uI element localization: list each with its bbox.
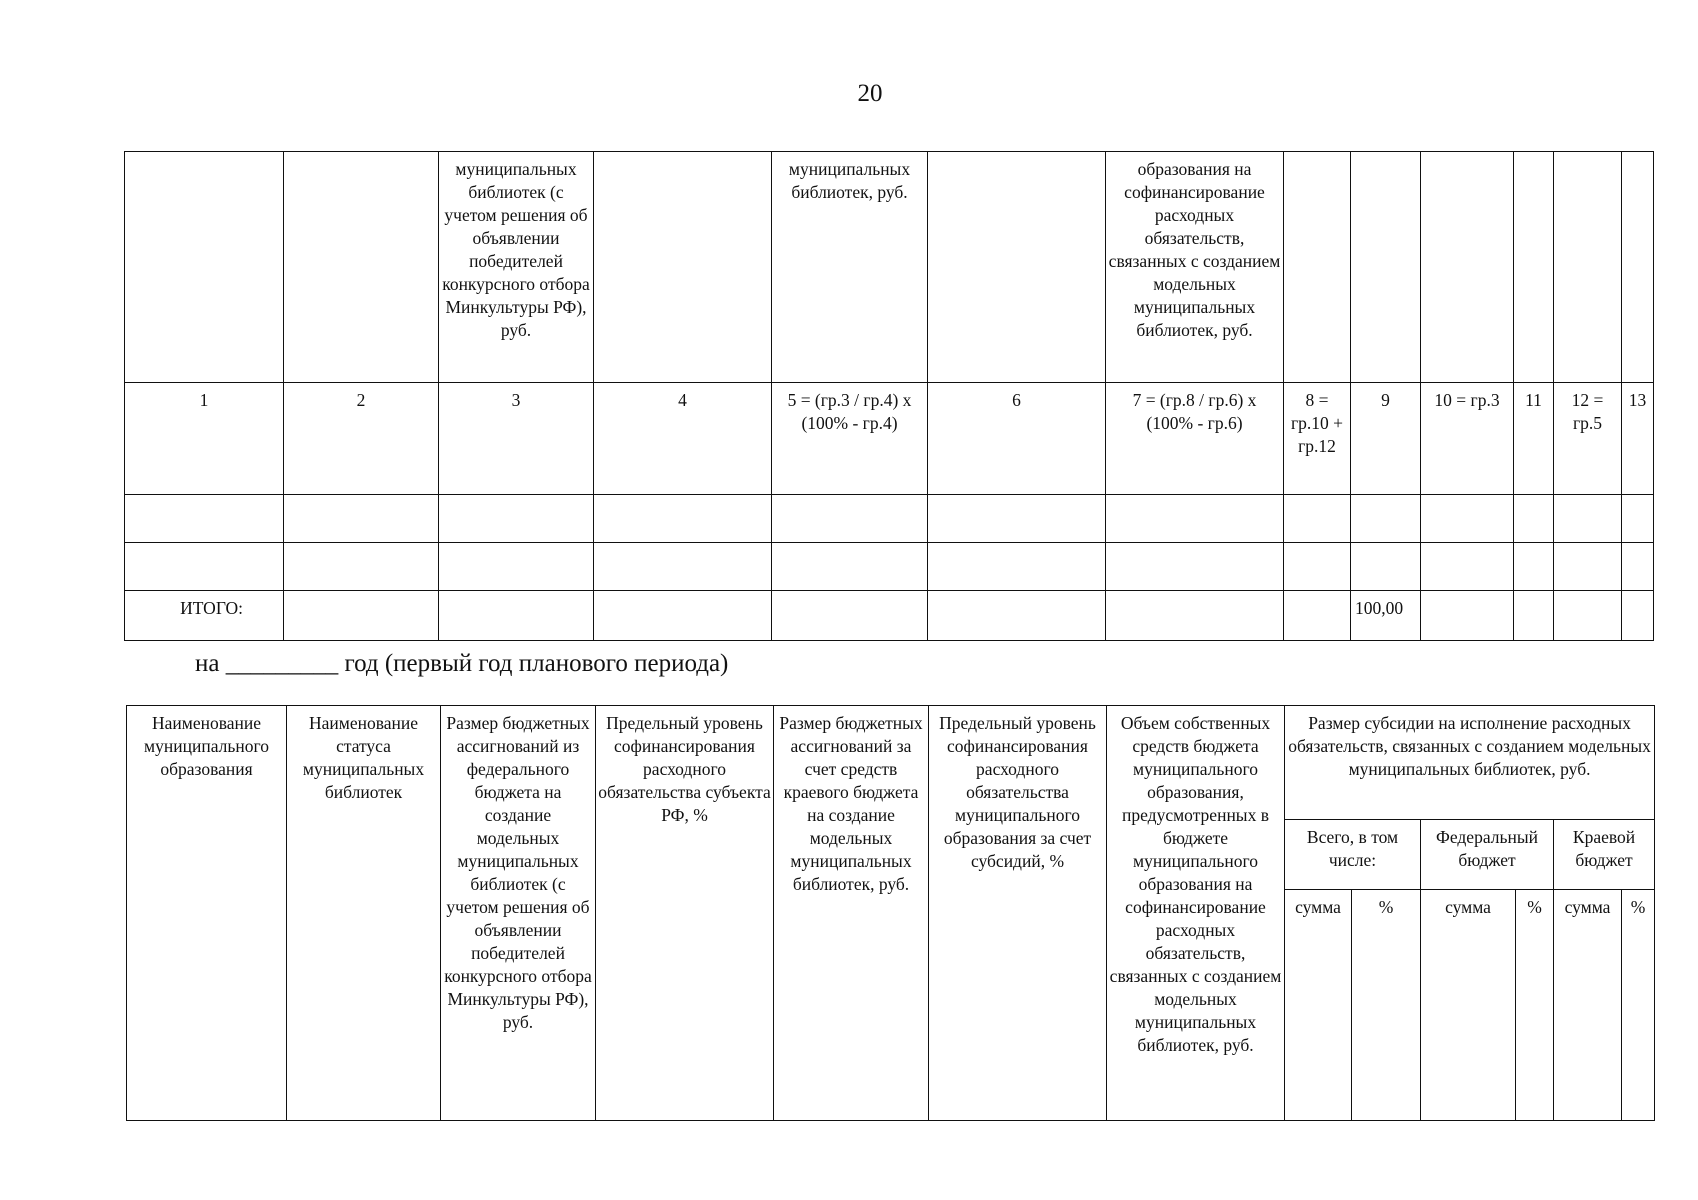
regional-budget-header: Краевой бюджет	[1554, 820, 1655, 890]
data-cell	[1622, 495, 1654, 543]
subject-cofinancing-level-header: Предельный уровень софинансирования расходного обязательства субъекта РФ, %	[596, 706, 774, 1121]
data-cell	[125, 543, 284, 591]
total-label: ИТОГО:	[125, 591, 284, 641]
header-cell	[125, 152, 284, 383]
data-cell	[594, 543, 772, 591]
data-cell	[1554, 591, 1622, 641]
data-cell	[594, 495, 772, 543]
data-cell	[284, 495, 439, 543]
column-number-cell: 9	[1351, 383, 1421, 495]
period-subtitle: на _________ год (первый год планового периода)	[195, 650, 729, 677]
data-cell	[928, 543, 1106, 591]
data-cell	[1284, 543, 1351, 591]
data-cell	[1106, 543, 1284, 591]
sum-header: сумма	[1554, 890, 1622, 1121]
sum-header: сумма	[1285, 890, 1352, 1121]
data-cell	[1421, 591, 1514, 641]
municipal-cofinancing-level-header: Предельный уровень софинансирования расходного обязательства муниципального образования за счет субсидий, %	[929, 706, 1107, 1121]
data-cell	[439, 495, 594, 543]
column-number-cell: 13	[1622, 383, 1654, 495]
data-cell	[284, 543, 439, 591]
header-cell	[928, 152, 1106, 383]
percent-header: %	[1516, 890, 1554, 1121]
data-cell	[1351, 495, 1421, 543]
header-cell: образования на софинансирование расходных обязательств, связанных с созданием модельных муниципальных библиотек, руб.	[1106, 152, 1284, 383]
data-cell	[772, 495, 928, 543]
data-cell	[594, 591, 772, 641]
data-cell	[1106, 495, 1284, 543]
column-number-cell: 8 = гр.10 + гр.12	[1284, 383, 1351, 495]
data-cell	[1514, 543, 1554, 591]
subsidy-total-header: Всего, в том числе:	[1285, 820, 1421, 890]
data-cell	[1554, 543, 1622, 591]
data-cell	[1284, 591, 1351, 641]
percent-header: %	[1622, 890, 1655, 1121]
column-number-cell: 1	[125, 383, 284, 495]
total-row	[125, 591, 1654, 641]
header-cell: муниципальных библиотек, руб.	[772, 152, 928, 383]
data-cell	[1421, 495, 1514, 543]
percent-header: %	[1352, 890, 1421, 1121]
header-cell	[1421, 152, 1514, 383]
data-cell	[1106, 591, 1284, 641]
data-cell	[1622, 543, 1654, 591]
distribution-table-continued	[124, 151, 1654, 641]
header-cell	[1351, 152, 1421, 383]
header-cell	[594, 152, 772, 383]
column-number-cell: 5 = (гр.3 / гр.4) x (100% - гр.4)	[772, 383, 928, 495]
data-cell	[1514, 495, 1554, 543]
column-number-cell: 12 = гр.5	[1554, 383, 1622, 495]
column-number-cell: 2	[284, 383, 439, 495]
federal-budget-header: Федеральный бюджет	[1421, 820, 1554, 890]
data-cell	[928, 591, 1106, 641]
header-cell	[1514, 152, 1554, 383]
continued-header-row	[125, 152, 1654, 383]
data-cell	[772, 543, 928, 591]
data-cell	[284, 591, 439, 641]
column-number-cell: 4	[594, 383, 772, 495]
page-number: 20	[857, 80, 883, 107]
column-number-cell: 6	[928, 383, 1106, 495]
data-cell	[1514, 591, 1554, 641]
total-percent: 100,00	[1351, 591, 1421, 641]
sum-header: сумма	[1421, 890, 1516, 1121]
empty-data-row	[125, 543, 1654, 591]
data-cell	[1284, 495, 1351, 543]
data-cell	[439, 543, 594, 591]
data-cell	[1351, 543, 1421, 591]
column-number-row	[125, 383, 1654, 495]
library-status-header: Наименование статуса муниципальных библиотек	[287, 706, 441, 1121]
data-cell	[1622, 591, 1654, 641]
data-cell	[439, 591, 594, 641]
empty-data-row	[125, 495, 1654, 543]
data-cell	[772, 591, 928, 641]
column-number-cell: 7 = (гр.8 / гр.6) x (100% - гр.6)	[1106, 383, 1284, 495]
header-cell: муниципальных библиотек (с учетом решения об объявлении победителей конкурсного отбора Минкультуры РФ), руб.	[439, 152, 594, 383]
header-cell	[1622, 152, 1654, 383]
municipality-name-header: Наименование муниципального образования	[127, 706, 287, 1121]
data-cell	[928, 495, 1106, 543]
column-number-cell: 11	[1514, 383, 1554, 495]
column-number-cell: 10 = гр.3	[1421, 383, 1514, 495]
header-cell	[1554, 152, 1622, 383]
header-cell	[1284, 152, 1351, 383]
header-row-1	[127, 706, 1655, 820]
column-number-cell: 3	[439, 383, 594, 495]
data-cell	[1421, 543, 1514, 591]
distribution-table-first-plan-year	[126, 705, 1655, 1121]
federal-allocation-header: Размер бюджетных ассигнований из федерального бюджета на создание модельных муниципальных библиотек (с учетом решения об объявлении победителей конкурсного отбора Минкультуры РФ), руб.	[441, 706, 596, 1121]
regional-allocation-header: Размер бюджетных ассигнований за счет средств краевого бюджета на создание модельных муниципальных библиотек, руб.	[774, 706, 929, 1121]
data-cell	[1554, 495, 1622, 543]
data-cell	[125, 495, 284, 543]
header-cell	[284, 152, 439, 383]
subsidy-size-header: Размер субсидии на исполнение расходных обязательств, связанных с созданием модельных муниципальных библиотек, руб.	[1285, 706, 1655, 820]
own-funds-header: Объем собственных средств бюджета муниципального образования, предусмотренных в бюджете муниципального образования на софинансирование расходных обязательств, связанных с созданием модельных муниципальных библиотек, руб.	[1107, 706, 1285, 1121]
